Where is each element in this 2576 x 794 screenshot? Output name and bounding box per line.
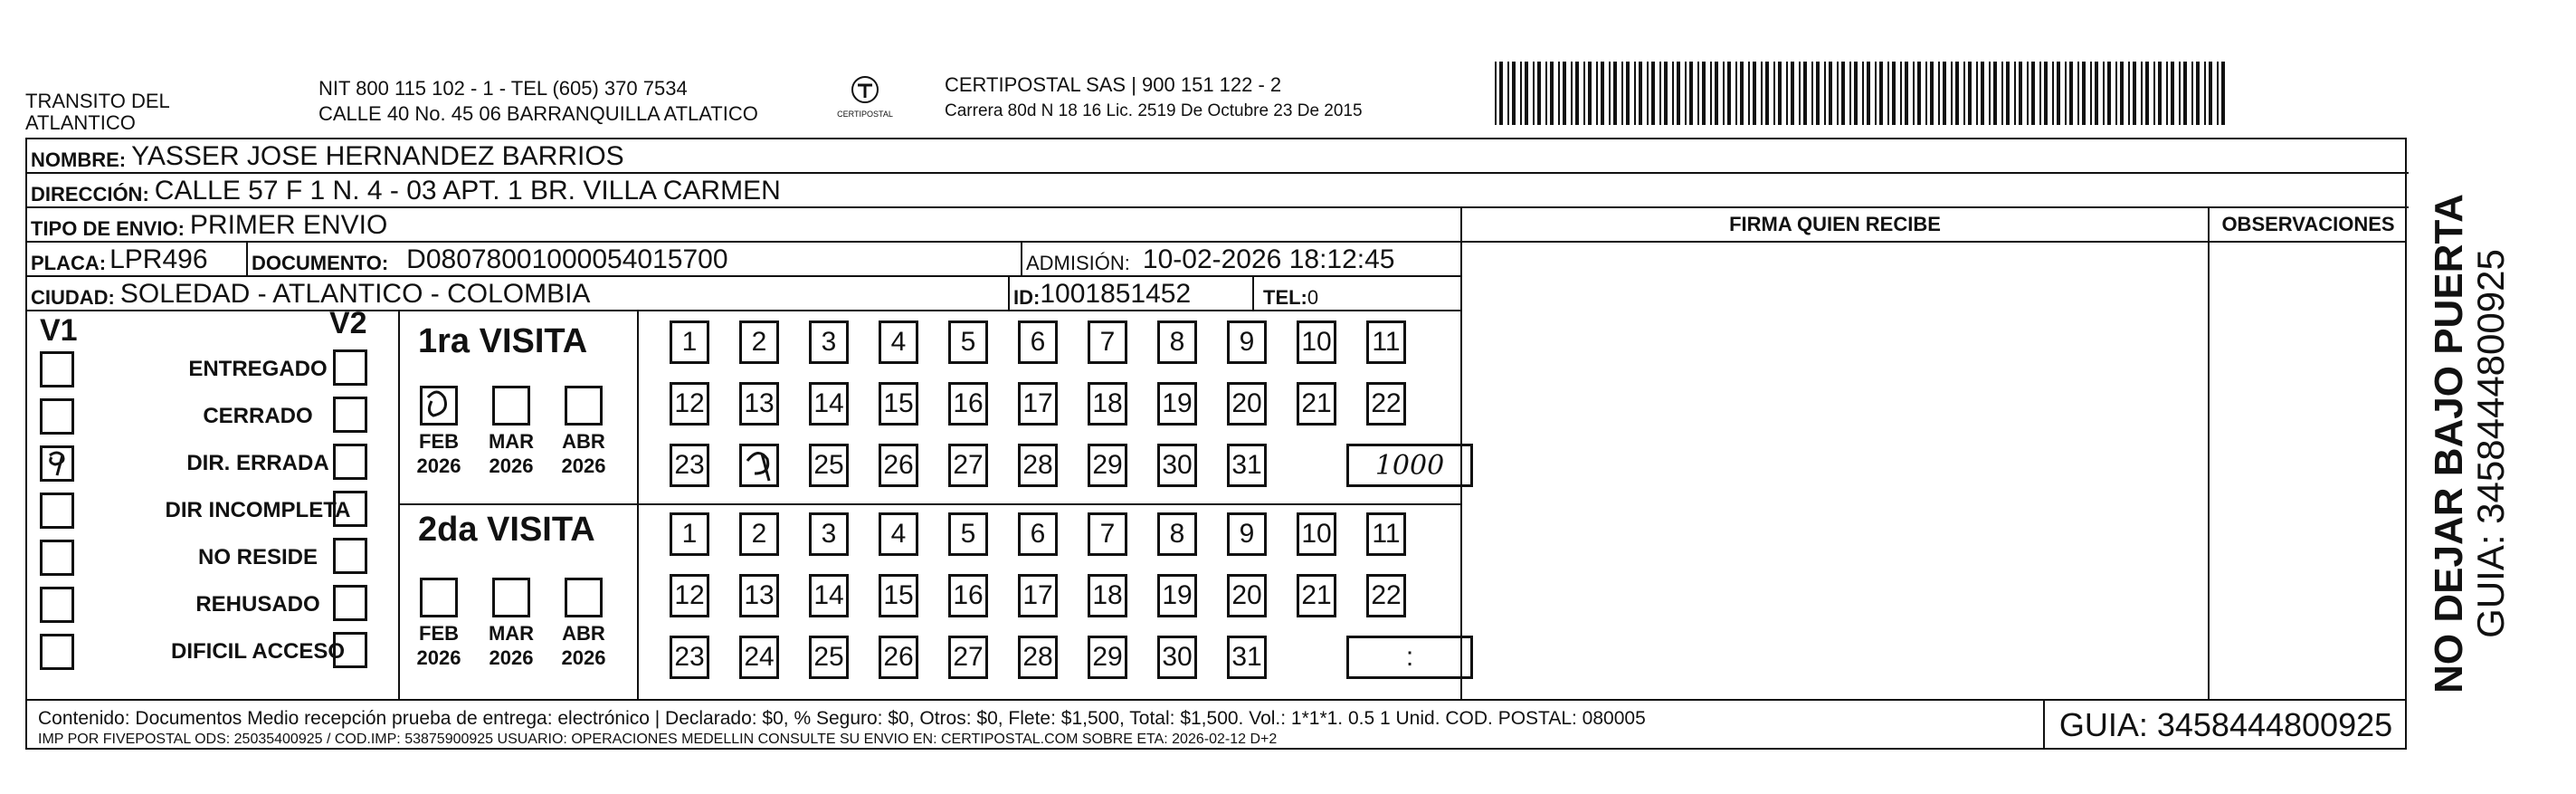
carrier-line: CERTIPOSTAL SAS | 900 151 122 - 2	[945, 73, 1282, 96]
barcode-bar	[1507, 62, 1509, 125]
day-box[interactable]: 16	[948, 574, 988, 617]
year-label: 2026	[489, 646, 534, 669]
barcode-bar	[2082, 62, 2086, 125]
barcode-bar	[1811, 62, 1813, 125]
barcode-bar	[1664, 62, 1668, 125]
v2-checkbox[interactable]	[333, 491, 367, 527]
day-box[interactable]: 3	[809, 512, 849, 556]
barcode-bar	[1685, 62, 1687, 125]
barcode-bar	[1697, 62, 1699, 125]
handwritten-mark-icon	[423, 388, 455, 423]
day-box[interactable]: 12	[670, 574, 709, 617]
barcode-bar	[2031, 62, 2035, 125]
barcode-bar	[2191, 62, 2193, 125]
barcode-bar	[2090, 62, 2092, 125]
barcode-bar	[2077, 62, 2079, 125]
day-box[interactable]: 10	[1297, 320, 1336, 364]
barcode-bar	[2221, 62, 2225, 125]
signature-header	[1462, 208, 2210, 243]
certipostal-logo	[829, 74, 901, 119]
v1-label: V1	[40, 313, 78, 348]
status-label: DIR. ERRADA	[186, 451, 329, 475]
day-box[interactable]: 21	[1297, 382, 1336, 426]
city-label: CIUDAD:	[31, 286, 115, 309]
day-box[interactable]: 20	[1227, 382, 1267, 426]
barcode-bar	[2115, 62, 2117, 125]
barcode-bar	[1816, 62, 1820, 125]
logo-icon	[847, 74, 883, 105]
barcode-bar	[1943, 62, 1946, 125]
ship-type-row	[27, 208, 1462, 243]
logo-text: CERTIPOSTAL	[837, 110, 893, 119]
visits-divider	[637, 311, 639, 699]
v2-checkbox[interactable]	[333, 397, 367, 433]
barcode-bar	[2069, 62, 2073, 125]
address-row	[27, 174, 2409, 208]
barcode-bar	[1537, 62, 1541, 125]
day-box[interactable]: 11	[1366, 320, 1406, 364]
v2-checkbox[interactable]	[333, 444, 367, 480]
barcode-bar	[1735, 62, 1737, 125]
barcode-bar	[1951, 62, 1953, 125]
admission-label: ADMISIÓN:	[1026, 252, 1130, 274]
barcode-bar	[1989, 62, 1991, 125]
address-line: CALLE 40 No. 45 06 BARRANQUILLA ATLATICO	[318, 102, 758, 125]
barcode-bar	[1533, 62, 1535, 125]
barcode-bar	[1601, 62, 1604, 125]
month-checkbox[interactable]	[492, 386, 530, 426]
v2-checkbox[interactable]	[333, 632, 367, 668]
day-box[interactable]: 23	[670, 444, 709, 487]
barcode-bar	[1495, 62, 1497, 125]
barcode-bar	[1930, 62, 1934, 125]
barcode-bar	[1993, 62, 1997, 125]
observations-area[interactable]	[2210, 243, 2407, 699]
barcode-bar	[1900, 62, 1902, 125]
day-box[interactable]: 28	[1018, 444, 1058, 487]
barcode-bar	[1879, 62, 1883, 125]
barcode-bar	[1609, 62, 1611, 125]
city: SOLEDAD - ATLANTICO - COLOMBIA	[119, 279, 591, 309]
year-label: 2026	[561, 646, 606, 669]
month-label: MAR	[488, 430, 535, 453]
ship-type-label: TIPO DE ENVIO:	[31, 217, 185, 240]
barcode-bar	[1892, 62, 1896, 125]
day-box[interactable]: 1	[670, 512, 709, 556]
day-box[interactable]: 3	[809, 320, 849, 364]
nit-line: NIT 800 115 102 - 1 - TEL (605) 370 7534	[318, 77, 688, 100]
barcode-bar	[1647, 62, 1649, 125]
v1-checkbox[interactable]	[40, 398, 74, 435]
barcode-bar	[1925, 62, 1927, 125]
day-box[interactable]: 29	[1088, 444, 1127, 487]
side-warning: NO DEJAR BAJO PUERTA	[2427, 194, 2471, 694]
id-cell	[1010, 277, 1254, 310]
barcode-bar	[2171, 62, 2174, 125]
side-panel	[2418, 145, 2523, 742]
barcode-bar	[1727, 62, 1731, 125]
day-box[interactable]: 12	[670, 382, 709, 426]
status-block	[27, 306, 400, 699]
side-text	[2429, 194, 2512, 694]
barcode-bar	[2052, 62, 2054, 125]
barcode-bar	[2107, 62, 2111, 125]
barcode-bar	[2133, 62, 2136, 125]
barcode-bar	[2057, 62, 2060, 125]
day-box[interactable]: 25	[809, 636, 849, 679]
barcode-bar	[1575, 62, 1579, 125]
barcode-bar	[2006, 62, 2010, 125]
year-label: 2026	[561, 454, 606, 477]
barcode-bar	[2145, 62, 2149, 125]
status-label: DIR INCOMPLETA	[165, 498, 351, 522]
barcode-bar	[2128, 62, 2130, 125]
side-guia: GUIA: 3458444800925	[2469, 249, 2512, 638]
barcode-bar	[2153, 62, 2155, 125]
barcode-bar	[1786, 62, 1788, 125]
barcode-bar	[1799, 62, 1801, 125]
day-box[interactable]: 5	[948, 512, 988, 556]
admission-cell	[1026, 243, 1460, 275]
day-box[interactable]: 13	[739, 574, 779, 617]
day-box[interactable]: 27	[948, 444, 988, 487]
day-box[interactable]: 17	[1018, 574, 1058, 617]
day-box[interactable]: 6	[1018, 512, 1058, 556]
tel-label: TEL:	[1263, 286, 1307, 309]
barcode-bar	[2204, 62, 2206, 125]
day-box[interactable]: 30	[1157, 444, 1197, 487]
day-box[interactable]: 11	[1366, 512, 1406, 556]
barcode-bar	[2044, 62, 2048, 125]
day-box[interactable]: 9	[1227, 320, 1267, 364]
barcode-bar	[1651, 62, 1655, 125]
city-cell	[27, 277, 1010, 310]
name-row	[27, 139, 2409, 174]
barcode-bar	[1849, 62, 1851, 125]
handwritten-mark-icon	[43, 448, 71, 479]
name-label: NOMBRE:	[31, 148, 127, 171]
barcode-bar	[1917, 62, 1921, 125]
day-box[interactable]: 20	[1227, 574, 1267, 617]
month-label: MAR	[488, 622, 535, 645]
document-cell	[252, 243, 1022, 275]
barcode-bar	[2039, 62, 2041, 125]
barcode-bar	[1634, 62, 1636, 125]
document-label: DOCUMENTO:	[252, 252, 389, 274]
issuer-name: TRANSITO DEL ATLANTICO	[25, 90, 169, 134]
day-box[interactable]: 8	[1157, 320, 1197, 364]
day-box[interactable]: 22	[1366, 382, 1406, 426]
hour-box[interactable]: :	[1346, 636, 1473, 679]
barcode-bar	[1571, 62, 1573, 125]
barcode-bar	[2196, 62, 2200, 125]
barcode-bar	[1525, 62, 1528, 125]
barcode-bar	[2103, 62, 2105, 125]
day-box[interactable]: 24	[739, 636, 779, 679]
barcode-bar	[1803, 62, 1807, 125]
day-box[interactable]: 26	[879, 444, 918, 487]
barcode-bar	[1588, 62, 1592, 125]
barcode	[1495, 62, 2229, 125]
status-label: NO RESIDE	[197, 545, 318, 569]
day-box[interactable]: 22	[1366, 574, 1406, 617]
address-label: DIRECCIÓN:	[31, 183, 149, 206]
barcode-bar	[1626, 62, 1630, 125]
barcode-bar	[1981, 62, 1984, 125]
day-box[interactable]: 28	[1018, 636, 1058, 679]
barcode-bar	[1545, 62, 1547, 125]
v1-checkbox[interactable]	[40, 587, 74, 623]
status-label: REHUSADO	[195, 592, 320, 617]
barcode-bar	[1550, 62, 1554, 125]
barcode-bar	[1791, 62, 1794, 125]
guia-box	[2045, 699, 2407, 750]
day-box[interactable]: 25	[809, 444, 849, 487]
day-box[interactable]: 15	[879, 574, 918, 617]
content-line: Contenido: Documentos Medio recepción prueba de entrega: electrónico | Declarado: $0, % Seguro: $0, Otros: $0, Flete: $1,500, Total: $1,500. Vol.: 1*1*1. 0.5 1 Unid. COD. POSTAL: 080005	[38, 708, 1646, 729]
v2-checkbox[interactable]	[333, 349, 367, 386]
barcode-bar	[2019, 62, 2022, 125]
footer-block	[27, 699, 2045, 750]
day-box[interactable]: 17	[1018, 382, 1058, 426]
day-box[interactable]: 4	[879, 512, 918, 556]
day-box[interactable]: 29	[1088, 636, 1127, 679]
barcode-bar	[1824, 62, 1826, 125]
barcode-bar	[1753, 62, 1756, 125]
status-label: CERRADO	[203, 404, 313, 428]
hour-box[interactable]: 1000	[1346, 444, 1473, 487]
admission: 10-02-2026 18:12:45	[1142, 244, 1395, 274]
id-label: ID:	[1013, 286, 1041, 309]
barcode-bar	[1765, 62, 1769, 125]
day-box[interactable]: 19	[1157, 574, 1197, 617]
id-value: 1001851452	[1040, 279, 1192, 309]
v1-checkbox[interactable]	[40, 351, 74, 387]
ship-type: PRIMER ENVIO	[189, 210, 388, 240]
barcode-bar	[2001, 62, 2003, 125]
month-checkbox[interactable]	[492, 578, 530, 617]
day-box[interactable]: 30	[1157, 636, 1197, 679]
barcode-bar	[2095, 62, 2098, 125]
barcode-bar	[2179, 62, 2181, 125]
document: D08078001000054015700	[406, 244, 728, 274]
month-checkbox[interactable]	[420, 578, 458, 617]
barcode-bar	[1761, 62, 1763, 125]
barcode-bar	[1773, 62, 1775, 125]
day-box[interactable]: 31	[1227, 444, 1267, 487]
barcode-bar	[2065, 62, 2067, 125]
barcode-bar	[1854, 62, 1858, 125]
month-checkbox[interactable]	[565, 386, 603, 426]
barcode-bar	[1639, 62, 1642, 125]
barcode-bar	[1702, 62, 1706, 125]
barcode-bar	[1748, 62, 1750, 125]
barcode-bar	[2209, 62, 2212, 125]
v1-checkbox[interactable]	[40, 540, 74, 576]
barcode-bar	[1867, 62, 1870, 125]
status-label: DIFICIL ACCESO	[170, 639, 345, 664]
day-box[interactable]: 31	[1227, 636, 1267, 679]
barcode-bar	[2120, 62, 2124, 125]
barcode-bar	[1841, 62, 1845, 125]
city-row	[27, 277, 1462, 311]
recipient-address: CALLE 57 F 1 N. 4 - 03 APT. 1 BR. VILLA CARMEN	[154, 176, 781, 206]
barcode-bar	[1710, 62, 1712, 125]
day-box[interactable]: 1	[670, 320, 709, 364]
month-label: ABR	[562, 622, 605, 645]
day-box[interactable]: 23	[670, 636, 709, 679]
day-box-marked[interactable]	[739, 444, 779, 487]
month-checkbox[interactable]	[565, 578, 603, 617]
form-frame	[25, 138, 2407, 750]
barcode-bar	[1715, 62, 1718, 125]
visits-separator	[400, 503, 1460, 505]
barcode-bar	[1596, 62, 1598, 125]
year-label: 2026	[416, 454, 461, 477]
barcode-bar	[1689, 62, 1693, 125]
day-box[interactable]: 26	[879, 636, 918, 679]
plate-row	[27, 243, 1462, 277]
barcode-bar	[1499, 62, 1503, 125]
signature-label: FIRMA QUIEN RECIBE	[1729, 213, 1941, 235]
day-box[interactable]: 27	[948, 636, 988, 679]
plate: LPR496	[109, 244, 208, 274]
barcode-bar	[2158, 62, 2162, 125]
month-label: FEB	[419, 430, 459, 453]
year-label: 2026	[416, 646, 461, 669]
barcode-bar	[1621, 62, 1623, 125]
day-box[interactable]: 2	[739, 512, 779, 556]
barcode-bar	[1976, 62, 1978, 125]
v1-checkbox[interactable]	[40, 493, 74, 529]
day-box[interactable]: 18	[1088, 382, 1127, 426]
visit1-title: 1ra VISITA	[418, 322, 588, 360]
barcode-bar	[2183, 62, 2187, 125]
day-box[interactable]: 21	[1297, 574, 1336, 617]
plate-label: PLACA:	[31, 252, 107, 274]
barcode-bar	[2166, 62, 2168, 125]
barcode-bar	[1723, 62, 1725, 125]
barcode-bar	[1558, 62, 1560, 125]
barcode-bar	[1512, 62, 1516, 125]
day-box[interactable]: 5	[948, 320, 988, 364]
day-box[interactable]: 16	[948, 382, 988, 426]
v2-checkbox[interactable]	[333, 585, 367, 621]
barcode-bar	[1677, 62, 1680, 125]
status-label: ENTREGADO	[188, 357, 328, 381]
month-label: FEB	[419, 622, 459, 645]
barcode-bar	[2027, 62, 2029, 125]
day-box[interactable]: 7	[1088, 512, 1127, 556]
day-box[interactable]: 13	[739, 382, 779, 426]
year-label: 2026	[489, 454, 534, 477]
visits-block	[400, 311, 1462, 699]
barcode-bar	[1613, 62, 1617, 125]
month-label: ABR	[562, 430, 605, 453]
v1-checkbox[interactable]	[40, 634, 74, 670]
barcode-bar	[1583, 62, 1585, 125]
barcode-bar	[2141, 62, 2143, 125]
day-box[interactable]: 7	[1088, 320, 1127, 364]
day-box[interactable]: 18	[1088, 574, 1127, 617]
observations-label: OBSERVACIONES	[2221, 213, 2395, 235]
barcode-bar	[1520, 62, 1522, 125]
barcode-bar	[1778, 62, 1782, 125]
barcode-bar	[1659, 62, 1661, 125]
visit2-title: 2da VISITA	[418, 511, 595, 549]
barcode-bar	[1862, 62, 1864, 125]
barcode-bar	[2014, 62, 2016, 125]
barcode-bar	[1887, 62, 1889, 125]
day-box[interactable]: 14	[809, 382, 849, 426]
tel-value: 0	[1307, 286, 1319, 309]
barcode-bar	[1875, 62, 1877, 125]
day-box[interactable]: 9	[1227, 512, 1267, 556]
barcode-bar	[1740, 62, 1744, 125]
day-box[interactable]: 15	[879, 382, 918, 426]
barcode-bar	[1963, 62, 1965, 125]
handwritten-mark-icon	[742, 446, 776, 484]
day-box[interactable]: 4	[879, 320, 918, 364]
day-box[interactable]: 14	[809, 574, 849, 617]
barcode-bar	[1938, 62, 1940, 125]
month-checkbox[interactable]	[420, 386, 458, 426]
recipient-name: YASSER JOSE HERNANDEZ BARRIOS	[131, 141, 624, 171]
day-box[interactable]: 8	[1157, 512, 1197, 556]
guia-number: GUIA: 3458444800925	[2058, 706, 2393, 743]
day-box[interactable]: 2	[739, 320, 779, 364]
barcode-bar	[2217, 62, 2219, 125]
v2-checkbox[interactable]	[333, 538, 367, 574]
barcode-bar	[1672, 62, 1674, 125]
v2-label: V2	[329, 306, 367, 340]
barcode-bar	[1563, 62, 1566, 125]
barcode-bar	[1837, 62, 1839, 125]
day-box[interactable]: 10	[1297, 512, 1336, 556]
day-box[interactable]: 19	[1157, 382, 1197, 426]
v1-checkbox[interactable]	[40, 445, 74, 482]
barcode-bar	[1905, 62, 1908, 125]
observations-header	[2210, 208, 2407, 243]
day-box[interactable]: 6	[1018, 320, 1058, 364]
barcode-bar	[1968, 62, 1972, 125]
carrier-license: Carrera 80d N 18 16 Lic. 2519 De Octubre 23 De 2015	[945, 101, 1363, 120]
barcode-bar	[1913, 62, 1915, 125]
tel-cell	[1258, 277, 1457, 310]
plate-cell	[27, 243, 248, 275]
signature-area[interactable]	[1462, 243, 2210, 699]
barcode-bar	[1829, 62, 1832, 125]
print-line: IMP POR FIVEPOSTAL ODS: 25035400925 / COD.IMP: 53875900925 USUARIO: OPERACIONES MEDELLIN CONSULTE SU ENVIO EN: CERTIPOSTAL.COM SOBRE ETA: 2026-02-12 D+2	[38, 732, 1278, 747]
barcode-bar	[1955, 62, 1959, 125]
